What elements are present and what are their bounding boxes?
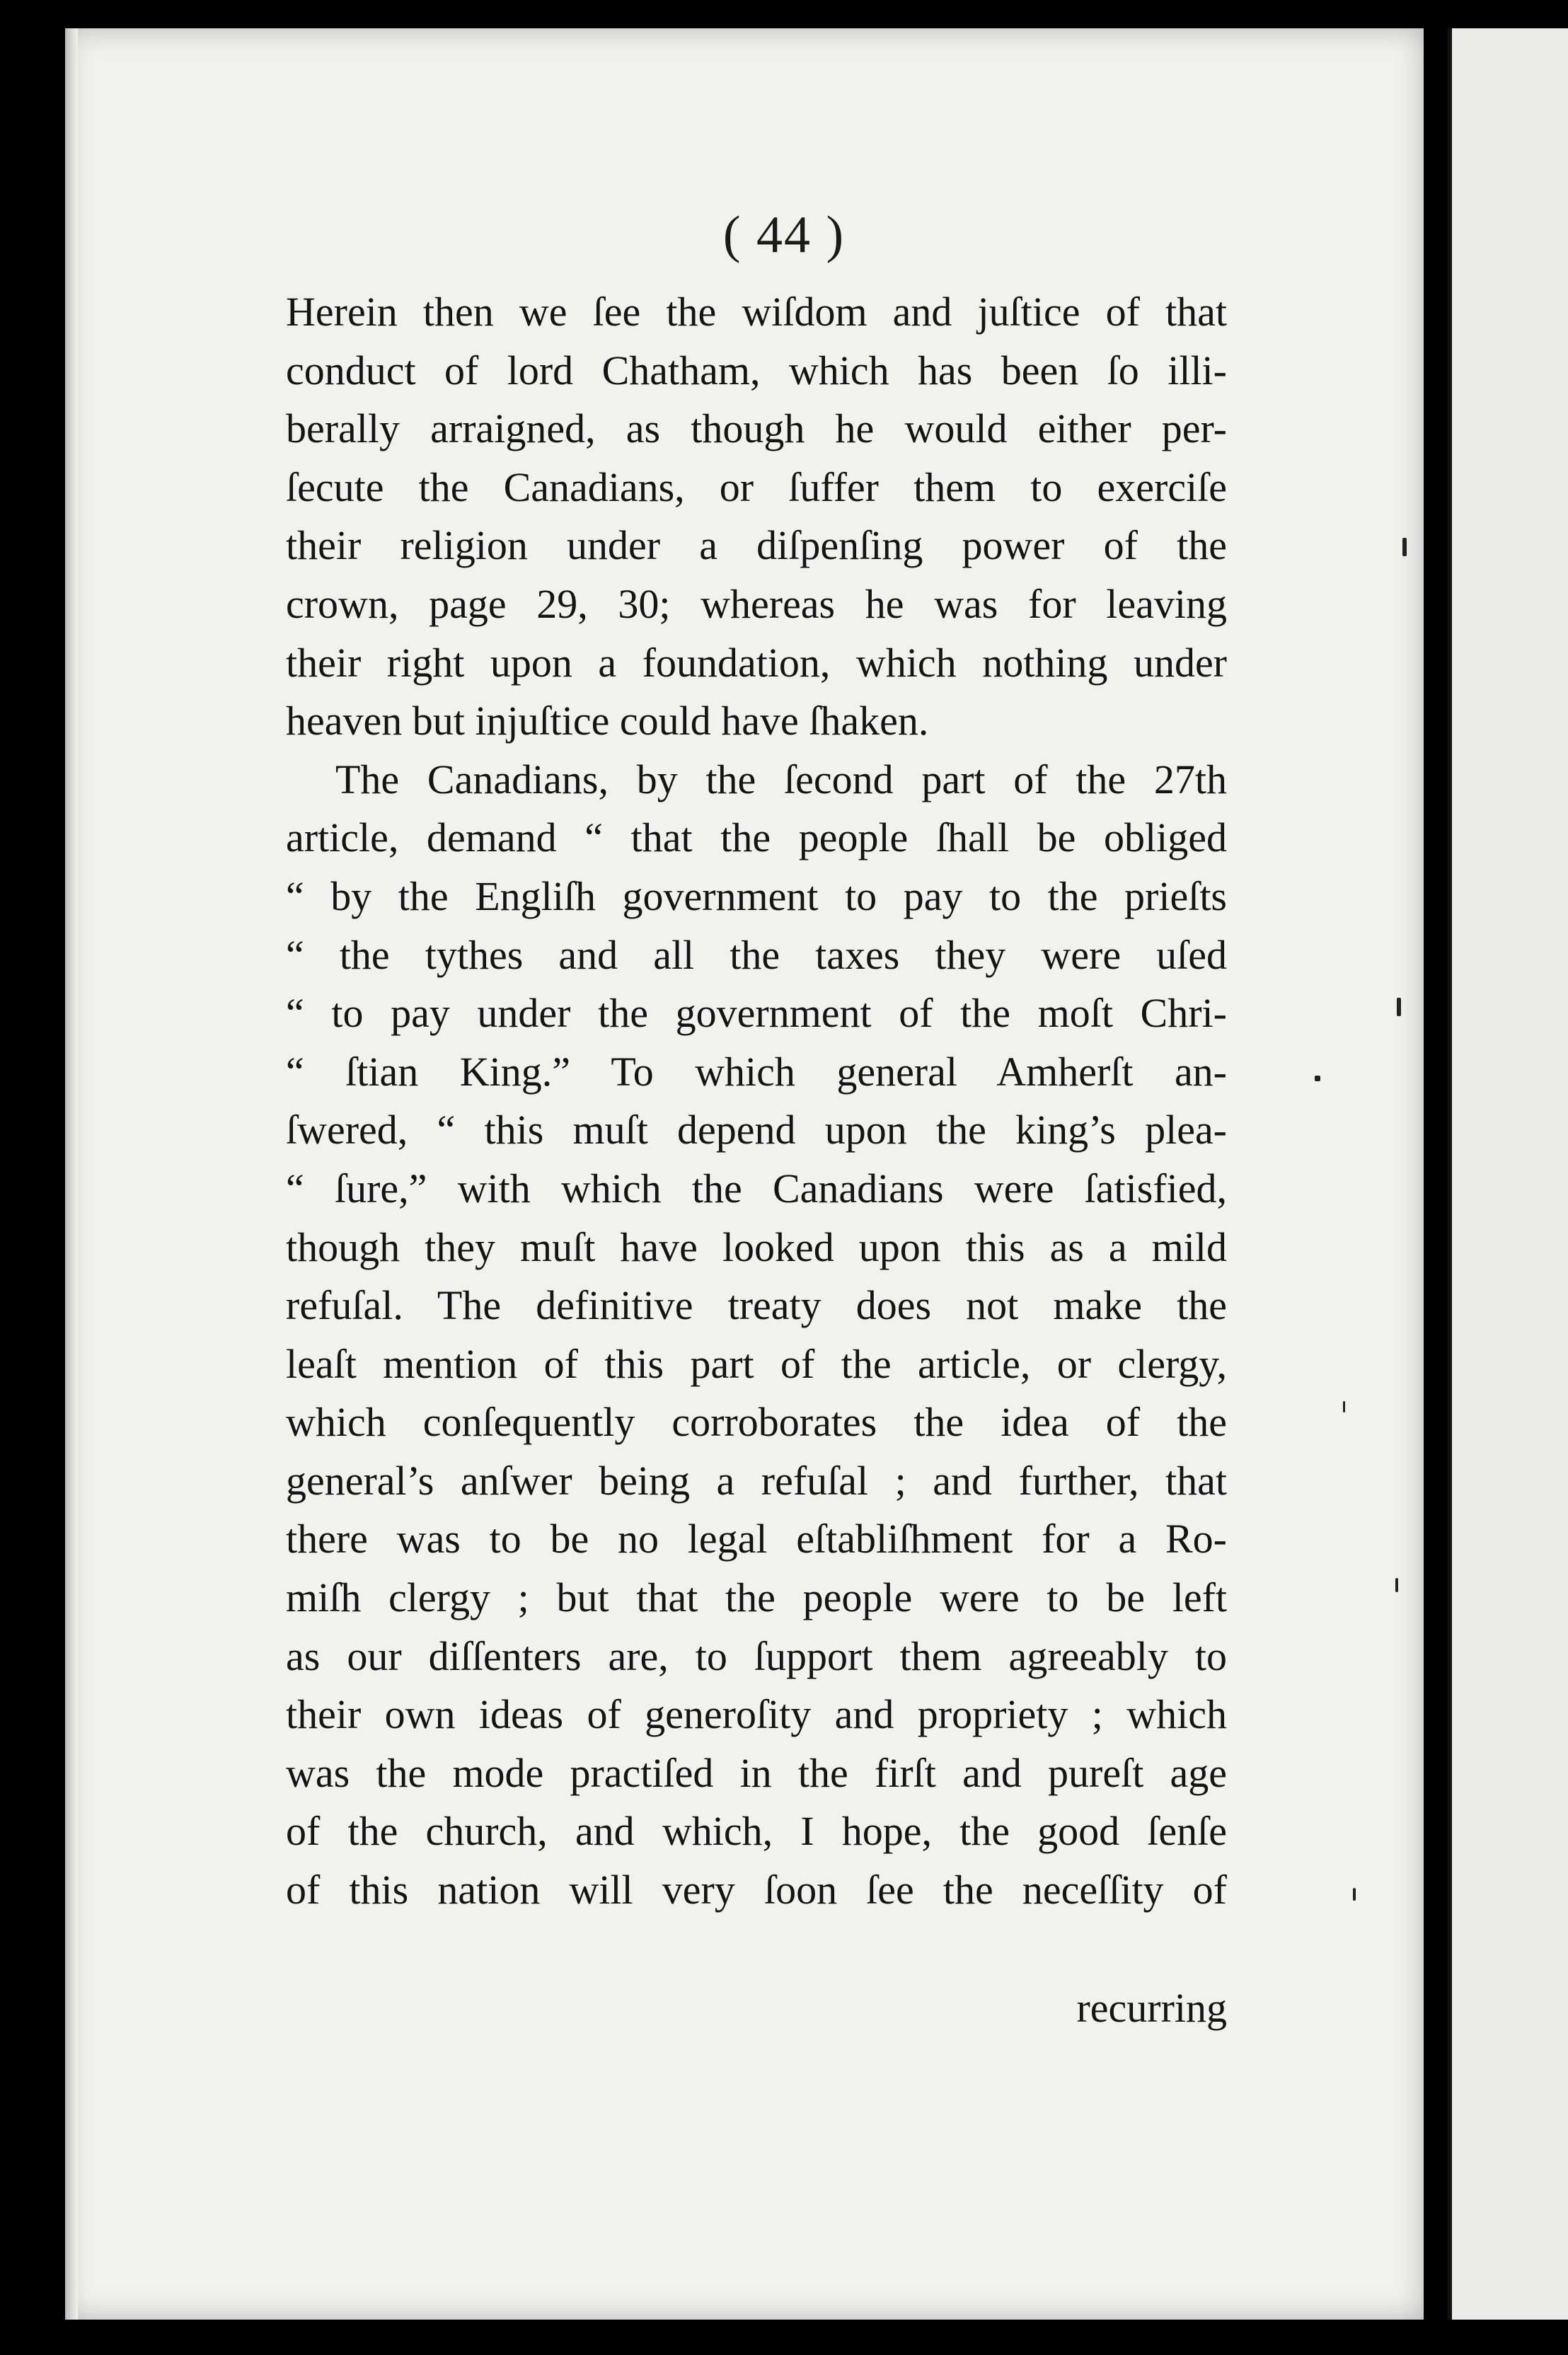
paragraph-start-line: The Canadians, by the ſecond part of the 27th [335, 756, 1227, 802]
margin-speck [1315, 1076, 1320, 1081]
margin-speck [1395, 1578, 1398, 1592]
text-line: though they muſt have looked upon this as a mild [286, 1223, 1227, 1270]
margin-speck [1343, 1401, 1345, 1412]
paragraph-end-line: heaven but injuſtice could have ſhaken. [286, 698, 929, 744]
margin-speck [1353, 1888, 1356, 1901]
text-line: leaſt mention of this part of the article, or clergy, [286, 1340, 1227, 1387]
text-line: conduct of lord Chatham, which has been ſo illi- [286, 347, 1227, 393]
page-gutter-shadow [65, 28, 78, 2320]
text-line: of this nation will very ſoon ſee the neceſſity of [286, 1867, 1227, 1913]
margin-speck [1397, 998, 1401, 1016]
text-line: ſecute the Canadians, or ſuffer them to exerciſe [286, 463, 1227, 510]
text-line: miſh clergy ; but that the people were to be left [286, 1574, 1227, 1621]
text-line: general’s anſwer being a refuſal ; and further, that [286, 1457, 1227, 1504]
facing-page-edge [1448, 28, 1568, 2320]
text-line: “ to pay under the government of the moſt Chri- [286, 990, 1227, 1037]
text-line: “ ſtian King.” To which general Amherſt an- [286, 1048, 1227, 1095]
text-line: article, demand “ that the people ſhall be obliged [286, 814, 1227, 861]
text-line: as our diſſenters are, to ſupport them agreeably to [286, 1633, 1227, 1679]
text-line: was the mode practiſed in the firſt and pureſt age [286, 1749, 1227, 1796]
body-text [286, 283, 1227, 1920]
text-line: “ by the Engliſh government to pay to the prieſts [286, 873, 1227, 919]
text-line: refuſal. The definitive treaty does not make the [286, 1282, 1227, 1329]
text-line: of the church, and which, I hope, the good ſenſe [286, 1808, 1227, 1855]
page-number: ( 44 ) [722, 206, 846, 264]
text-line: Herein then we ſee the wiſdom and juſtice of that [286, 289, 1227, 335]
margin-speck [1402, 538, 1407, 556]
text-line: their right upon a foundation, which nothing under [286, 639, 1227, 686]
text-line: crown, page 29, 30; whereas he was for leaving [286, 580, 1227, 627]
text-line: “ the tythes and all the taxes they were uſed [286, 931, 1227, 978]
text-line: their own ideas of generoſity and propriety ; which [286, 1691, 1227, 1738]
text-line: ſwered, “ this muſt depend upon the king’s plea- [286, 1107, 1227, 1153]
text-line: which conſequently corroborates the idea of the [286, 1399, 1227, 1446]
text-line: their religion under a diſpenſing power of the [286, 522, 1227, 569]
text-line: “ ſure,” with which the Canadians were ſatisfied, [286, 1165, 1227, 1211]
text-line: there was to be no legal eſtabliſhment for a Ro- [286, 1516, 1227, 1562]
catchword: recurring [1076, 1985, 1227, 2031]
text-line: berally arraigned, as though he would either per- [286, 405, 1227, 452]
